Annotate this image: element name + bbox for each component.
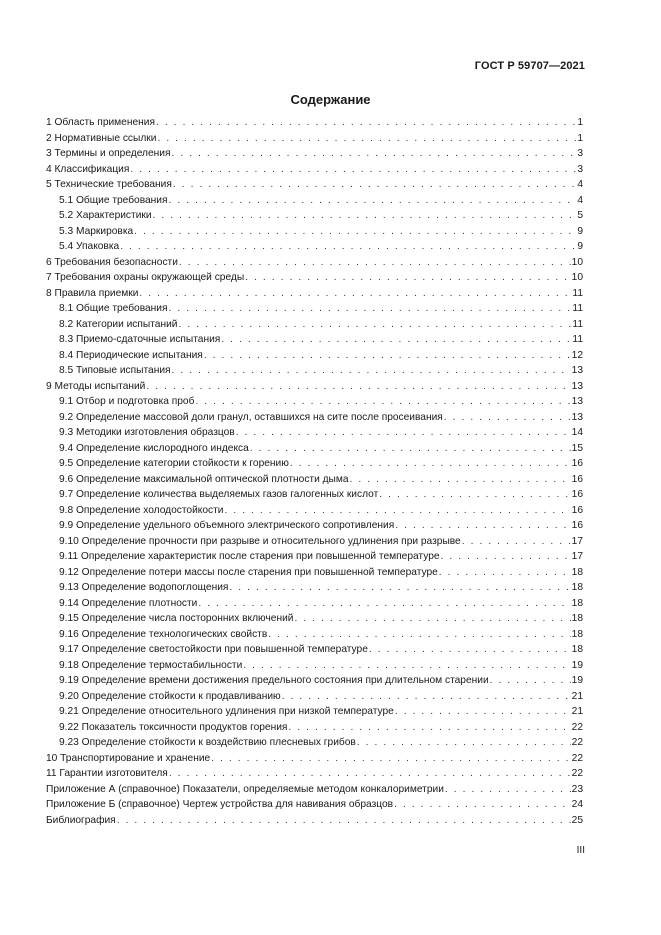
toc-entry-text: 9.14 Определение плотности [59,597,198,609]
toc-leader-dots [282,689,571,705]
toc-leader-dots [394,797,571,813]
toc-leader-dots [134,224,576,240]
toc-leader-dots [245,270,570,286]
toc-leader-dots [229,580,570,596]
toc-entry[interactable] [46,348,583,364]
toc-entry-page: 18 [571,566,583,578]
toc-entry-page: 18 [571,613,583,624]
toc-entry[interactable] [46,146,583,162]
toc-entry-text: 9.10 Определение прочности при разрыве и относительного удлинения при разрыве [59,535,461,547]
toc-entry-page: 16 [571,520,583,531]
toc-leader-dots [120,239,576,255]
toc-entry-page: 1 [577,132,583,144]
toc-leader-dots [395,704,571,720]
toc-entry-page: 22 [571,737,583,748]
toc-entry[interactable] [46,720,583,736]
toc-entry-text: 9.18 Определение термостабильности [59,659,243,671]
toc-entry[interactable] [46,549,583,565]
toc-entry[interactable] [46,689,583,705]
toc-leader-dots [379,487,570,503]
toc-entry-page: 17 [571,535,583,547]
toc-entry-text: 9.1 Отбор и подготовка проб [59,396,195,407]
toc-title: Содержание [290,92,371,107]
toc-entry-page: 11 [572,318,583,330]
toc-entry[interactable] [46,456,583,472]
toc-leader-dots [357,735,571,751]
toc-entry-page: 9 [577,225,583,237]
toc-entry-text: 9.23 Определение стойкости к воздействию плесневых грибов [59,737,356,748]
toc-entry[interactable] [46,611,583,627]
toc-entry[interactable] [46,177,583,193]
toc-entry[interactable] [46,286,583,302]
toc-entry-text: 9.8 Определение холодостойкости [59,504,224,516]
toc-leader-dots [250,441,571,457]
toc-entry[interactable] [46,208,583,224]
toc-entry[interactable] [46,394,583,410]
toc-entry-page: 19 [571,659,583,671]
toc-entry-text: 9.15 Определение числа посторонних включений [59,613,294,624]
toc-entry-text: 10 Транспортирование и хранение [46,752,211,764]
toc-leader-dots [139,286,571,302]
toc-entry-page: 4 [577,179,583,190]
toc-entry[interactable] [46,580,583,596]
toc-leader-dots [178,317,571,333]
toc-entry[interactable] [46,673,583,689]
toc-entry-text: Библиография [46,814,116,826]
toc-entry[interactable] [46,627,583,643]
toc-entry-page: 13 [571,396,583,407]
toc-entry-page: 16 [571,473,583,485]
toc-entry-text: 9.17 Определение светостойкости при повышенной температуре [59,644,368,655]
toc-leader-dots [290,456,571,472]
toc-entry-text: 9.13 Определение водопоглощения [59,582,229,593]
toc-leader-dots [157,131,576,147]
toc-entry-page: 22 [571,768,583,779]
toc-entry-text: 9 Методы испытаний [46,380,146,392]
toc-leader-dots [490,673,571,689]
toc-entry[interactable] [46,503,583,519]
toc-leader-dots [173,177,576,193]
toc-entry-text: Приложение А (справочное) Показатели, определяемые методом конкалориметрии [46,783,444,795]
toc-entry-text: 8 Правила приемки [46,287,139,299]
toc-entry[interactable] [46,224,583,240]
toc-entry-page: 3 [577,148,583,159]
toc-entry[interactable] [46,658,583,674]
toc-entry[interactable] [46,332,583,348]
page-number: III [576,845,585,856]
toc-leader-dots [294,611,570,627]
toc-entry[interactable] [46,301,583,317]
toc-entry[interactable] [46,255,583,271]
toc-entry-page: 21 [571,706,583,717]
toc-entry[interactable] [46,596,583,612]
toc-entry-text: Приложение Б (справочное) Чертеж устройства для навивания образцов [46,799,394,810]
toc-entry-page: 14 [571,427,583,438]
toc-entry-text: 5.2 Характеристики [59,210,152,221]
toc-entry-page: 17 [571,551,583,562]
toc-leader-dots [224,503,570,519]
toc-entry[interactable] [46,317,583,333]
toc-leader-dots [350,472,571,488]
toc-entry-page: 11 [572,303,583,314]
toc-entry-text: 9.2 Определение массовой доли гранул, оставшихся на сите после просеивания [59,411,443,423]
toc-entry-page: 25 [571,814,583,826]
toc-entry[interactable] [46,704,583,720]
toc-entry-page: 5 [577,210,583,221]
toc-entry[interactable] [46,565,583,581]
toc-entry[interactable] [46,642,583,658]
toc-leader-dots [243,658,570,674]
toc-entry-text: 8.2 Категории испытаний [59,318,178,330]
toc-leader-dots [204,348,571,364]
toc-entry-page: 4 [577,194,583,206]
toc-entry[interactable] [46,534,583,550]
toc-entry-page: 16 [571,504,583,516]
toc-leader-dots [156,115,576,131]
toc-entry-page: 13 [571,411,583,423]
toc-entry-page: 18 [571,597,583,609]
toc-entry-text: 9.9 Определение удельного объемного электрического сопротивления [59,520,395,531]
toc-entry-text: 8.1 Общие требования [59,303,168,314]
toc-entry-text: 9.4 Определение кислородного индекса [59,442,249,454]
toc-entry[interactable] [46,162,583,178]
toc-leader-dots [288,720,570,736]
toc-leader-dots [153,208,577,224]
toc-entry-page: 18 [571,628,583,640]
toc-entry-text: 9.22 Показатель токсичности продуктов горения [59,721,288,733]
toc-leader-dots [444,410,571,426]
toc-entry-text: 8.5 Типовые испытания [59,365,171,376]
toc-entry[interactable] [46,239,583,255]
toc-entry[interactable] [46,131,583,147]
document-code: ГОСТ Р 59707—2021 [474,60,585,72]
toc-list [46,115,583,828]
toc-entry-page: 10 [571,256,583,268]
toc-entry[interactable] [46,425,583,441]
toc-entry-text: 9.5 Определение категории стойкости к горению [59,458,289,469]
toc-entry-text: 5.1 Общие требования [59,194,168,206]
toc-leader-dots [441,549,571,565]
toc-entry-text: 9.7 Определение количества выделяемых газов галогенных кислот [59,489,379,500]
toc-entry-text: 3 Термины и определения [46,148,171,159]
toc-entry-page: 13 [571,380,583,392]
toc-entry[interactable] [46,472,583,488]
toc-entry-page: 11 [572,287,583,299]
toc-leader-dots [169,766,571,782]
toc-entry[interactable] [46,797,583,813]
toc-leader-dots [117,813,571,829]
toc-entry-text: 11 Гарантии изготовителя [46,768,168,779]
toc-entry[interactable] [46,518,583,534]
toc-leader-dots [130,162,576,178]
toc-leader-dots [439,565,571,581]
toc-entry-page: 9 [577,241,583,252]
toc-entry-page: 19 [571,675,583,686]
toc-entry[interactable] [46,270,583,286]
toc-entry-text: 5 Технические требования [46,179,172,190]
toc-entry-page: 23 [571,783,583,795]
toc-leader-dots [146,379,570,395]
toc-entry-text: 9.3 Методики изготовления образцов [59,427,235,438]
toc-leader-dots [445,782,571,798]
toc-entry[interactable] [46,410,583,426]
toc-entry-page: 16 [571,458,583,469]
toc-entry-page: 16 [571,489,583,500]
toc-entry[interactable] [46,363,583,379]
toc-entry-page: 11 [572,334,583,345]
toc-leader-dots [211,751,570,767]
toc-leader-dots [171,146,576,162]
toc-entry-text: 9.11 Определение характеристик после старения при повышенной температуре [59,551,440,562]
toc-entry[interactable] [46,115,583,131]
toc-entry[interactable] [46,379,583,395]
toc-leader-dots [395,518,570,534]
toc-entry-page: 13 [571,365,583,376]
toc-leader-dots [172,363,571,379]
toc-entry-text: 9.19 Определение времени достижения предельного состояния при длительном старении [59,675,489,686]
toc-entry[interactable] [46,813,583,829]
toc-entry-text: 4 Классификация [46,163,130,175]
toc-entry[interactable] [46,751,583,767]
toc-entry-page: 12 [571,349,583,361]
toc-entry-page: 22 [571,752,583,764]
toc-entry-page: 10 [571,272,583,283]
toc-entry-text: 7 Требования охраны окружающей среды [46,272,245,283]
toc-leader-dots [462,534,571,550]
toc-entry[interactable] [46,441,583,457]
toc-leader-dots [198,596,570,612]
toc-entry[interactable] [46,487,583,503]
toc-entry-text: 2 Нормативные ссылки [46,132,157,144]
toc-entry[interactable] [46,735,583,751]
toc-entry-page: 3 [577,163,583,175]
toc-entry-text: 5.4 Упаковка [59,241,120,252]
toc-entry-text: 1 Область применения [46,117,155,128]
toc-entry[interactable] [46,193,583,209]
toc-leader-dots [268,627,570,643]
toc-entry-page: 24 [571,799,583,810]
toc-entry-page: 18 [571,582,583,593]
toc-entry-text: 8.3 Приемо-сдаточные испытания [59,334,221,345]
toc-leader-dots [236,425,571,441]
toc-entry-text: 9.12 Определение потери массы после старения при повышенной температуре [59,566,438,578]
toc-entry-text: 9.16 Определение технологических свойств [59,628,268,640]
toc-entry-text: 9.21 Определение относительного удлинения при низкой температуре [59,706,394,717]
toc-leader-dots [179,255,571,271]
toc-entry-page: 22 [571,721,583,733]
toc-entry-text: 5.3 Маркировка [59,225,134,237]
toc-entry-text: 6 Требования безопасности [46,256,178,268]
toc-leader-dots [221,332,571,348]
toc-entry-text: 8.4 Периодические испытания [59,349,203,361]
toc-leader-dots [169,301,572,317]
toc-entry-page: 15 [571,442,583,454]
toc-entry-text: 9.20 Определение стойкости к продавливанию [59,690,281,702]
toc-entry-page: 1 [577,117,583,128]
toc-entry-page: 18 [571,644,583,655]
toc-leader-dots [195,394,570,410]
toc-entry-text: 9.6 Определение максимальной оптической плотности дыма [59,473,349,485]
toc-leader-dots [369,642,571,658]
toc-entry[interactable] [46,782,583,798]
toc-leader-dots [169,193,577,209]
toc-entry[interactable] [46,766,583,782]
toc-entry-page: 21 [571,690,583,702]
